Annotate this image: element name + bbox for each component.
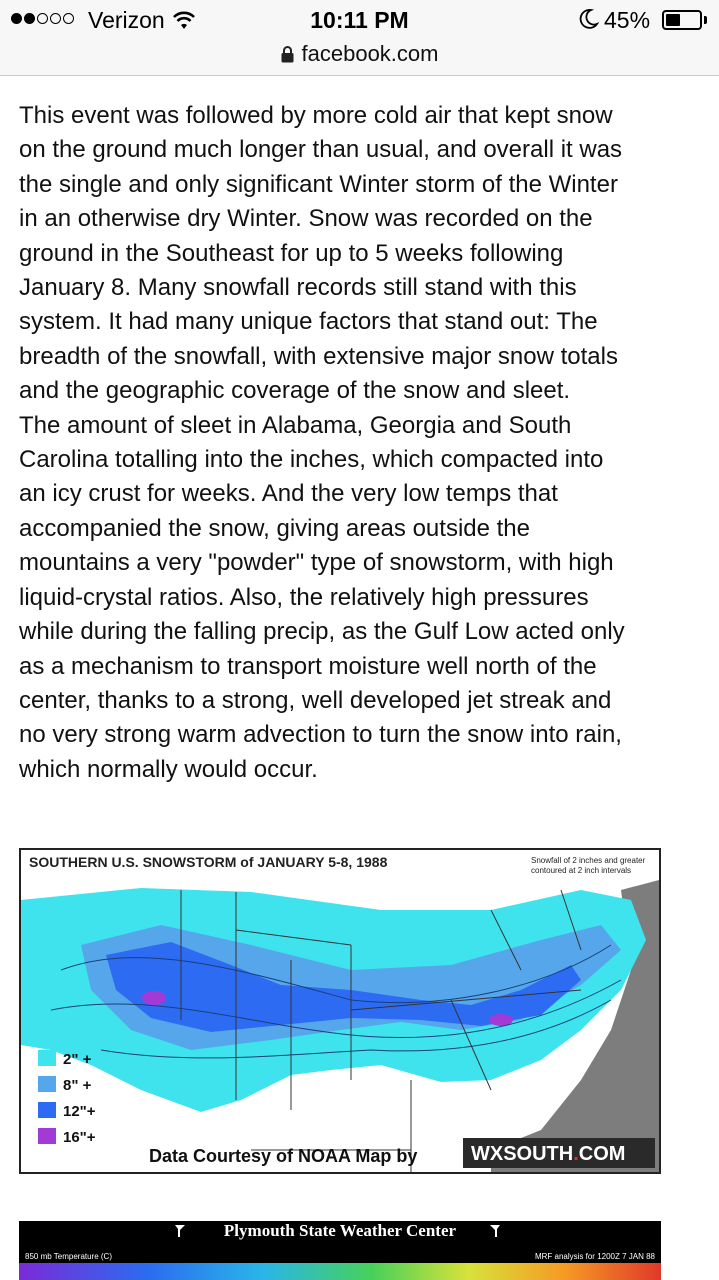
battery-icon	[662, 10, 702, 30]
post-content	[19, 99, 709, 787]
legend-label: 8" +	[63, 1077, 92, 1094]
lock-icon	[281, 45, 294, 63]
snowfall-map-graphic	[21, 850, 659, 1172]
battery-level-fill	[666, 14, 680, 26]
browser-top-bar	[0, 0, 719, 76]
address-bar[interactable]	[0, 38, 719, 70]
plymouth-left-caption: 850 mb Temperature (C)	[25, 1252, 112, 1261]
map-title: SOUTHERN U.S. SNOWSTORM of JANUARY 5-8, 1988	[29, 854, 388, 870]
legend-swatch	[38, 1102, 56, 1118]
legend-swatch	[38, 1050, 56, 1066]
flag-icon	[489, 1224, 501, 1238]
legend-swatch	[38, 1076, 56, 1092]
legend-label: 16"+	[63, 1129, 96, 1146]
map-credit: Data Courtesy of NOAA Map by	[149, 1146, 418, 1166]
legend-swatch	[38, 1128, 56, 1144]
article-paragraph: This event was followed by more cold air that kept snow on the ground much longer than usual, and overall it was the single and only significant Winter storm of the Winter in an otherwise dry Winter. Snow was recorded on the ground in the Southeast for up to 5 weeks following January 8. Many snowfall records still stand with this system. It had many unique factors that stand out: The breadth of the snowfall, with extensive major snow totals and the geographic coverage of the snow and sleet. The amount of sleet in Alabama, Georgia and South Carolina totalling into the inches, which compacted into an icy crust for weeks. And the very low temps that accompanied the snow, giving areas outside the mountains a very "powder" type of snowstorm, with high liquid-crystal ratios. Also, the relatively high pressures while during the falling precip, as the Gulf Low acted only as a mechanism to transport moisture well north of the center, thanks to a strong, well developed jet streak and no very strong warm advection to turn the snow into rain, which normally would occur.	[19, 102, 625, 783]
legend-label: 2" +	[63, 1051, 92, 1068]
snowfall-map-image[interactable]	[19, 848, 661, 1174]
temperature-map-image[interactable]	[19, 1221, 661, 1280]
map-note-line2: contoured at 2 inch intervals	[531, 866, 632, 875]
do-not-disturb-moon-icon	[577, 8, 599, 30]
wxsouth-brand: WXSOUTH.COM	[471, 1143, 626, 1165]
battery-percentage: 45%	[604, 7, 651, 33]
status-bar	[0, 0, 719, 40]
plymouth-right-caption: MRF analysis for 1200Z 7 JAN 88	[534, 1252, 655, 1261]
url-domain[interactable]: facebook.com	[301, 41, 439, 66]
carrier-name: Verizon	[88, 7, 165, 33]
battery-tip	[704, 16, 707, 24]
map-note-line1: Snowfall of 2 inches and greater	[531, 856, 646, 865]
status-time: 10:11 PM	[310, 7, 409, 33]
legend-label: 12"+	[63, 1103, 96, 1120]
temperature-color-strip	[19, 1263, 661, 1280]
plymouth-title: Plymouth State Weather Center	[223, 1221, 457, 1240]
